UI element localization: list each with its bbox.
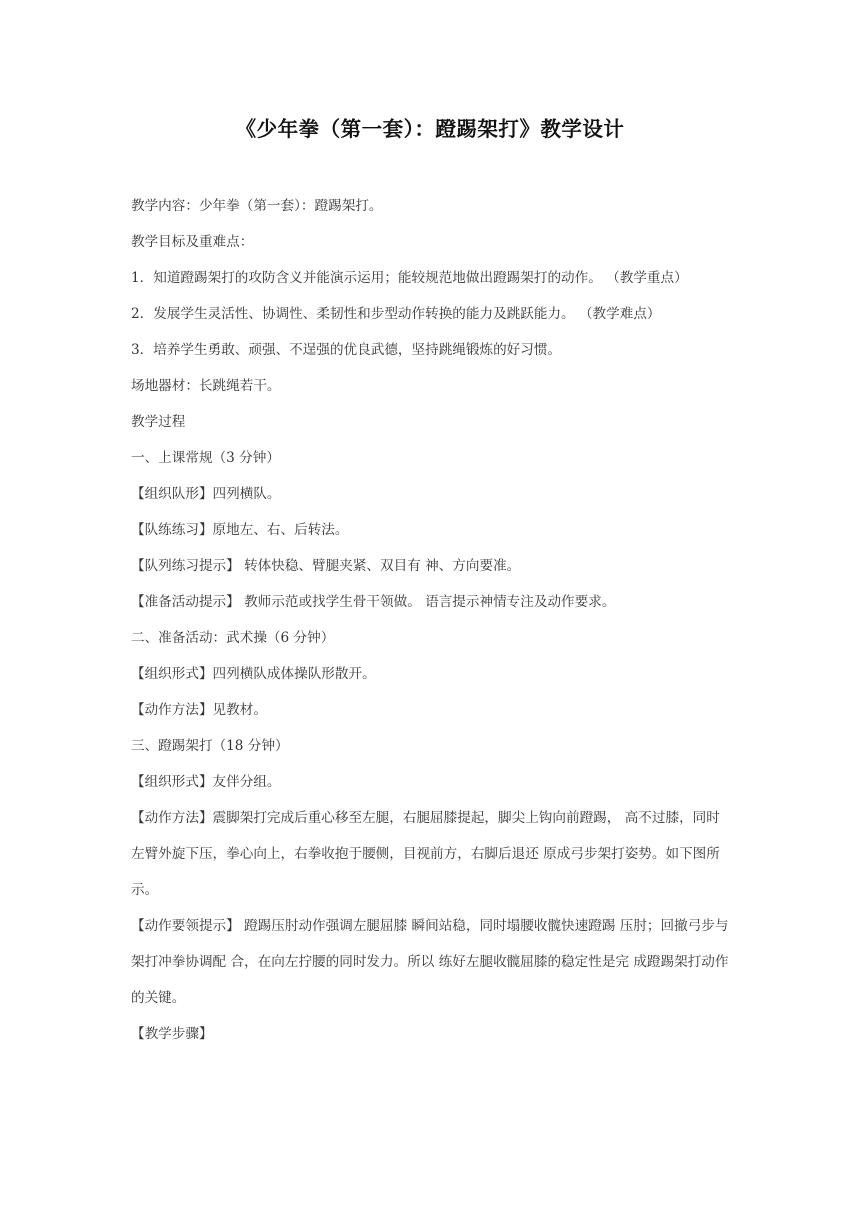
document-title: 《少年拳（第一套）：蹬踢架打》教学设计 <box>235 117 625 141</box>
paragraph-teaching-content: 教学内容：少年拳（第一套）：蹬踢架打。 <box>131 198 383 214</box>
paragraph-formation: 【组织队形】四列横队。 <box>131 486 281 502</box>
paragraph-process-heading: 教学过程 <box>131 414 186 430</box>
paragraph-goal-1: 1．知道蹬踢架打的攻防含义并能演示运用；能较规范地做出蹬踢架打的动作。 （教学重点） <box>131 270 688 286</box>
paragraph-section-3-heading: 三、蹬踢架打（18 分钟） <box>131 738 289 754</box>
paragraph-goal-2: 2．发展学生灵活性、协调性、柔韧性和步型动作转换的能力及跳跃能力。 （教学难点） <box>131 306 661 322</box>
paragraph-teaching-steps: 【教学步骤】 <box>131 1026 213 1042</box>
document-body <box>131 188 731 1052</box>
paragraph-section-2-heading: 二、准备活动：武术操（6 分钟） <box>131 630 335 646</box>
paragraph-method-2: 【动作方法】见教材。 <box>131 702 267 718</box>
paragraph-warmup-tips: 【准备活动提示】 教师示范或找学生骨干领做。 语言提示神情专注及动作要求。 <box>131 594 616 610</box>
paragraph-equipment: 场地器材：长跳绳若干。 <box>131 378 281 394</box>
paragraph-method-3: 【动作方法】震脚架打完成后重心移至左腿，右腿屈膝提起，脚尖上钩向前蹬踢， 高不过膝，同时左臂外旋下压，拳心向上，右拳收抱于腰侧，目视前方，右脚后退还 原成弓步架打姿势。如下图所示。 <box>131 810 720 898</box>
paragraph-goals-heading: 教学目标及重难点： <box>131 234 254 250</box>
paragraph-drill-tips: 【队列练习提示】 转体快稳、臂腿夹紧、双目有 神、方向要准。 <box>131 558 521 574</box>
paragraph-organization-3: 【组织形式】友伴分组。 <box>131 774 281 790</box>
paragraph-section-1-heading: 一、上课常规（3 分钟） <box>131 450 280 466</box>
paragraph-key-points: 【动作要领提示】 蹬踢压肘动作强调左腿屈膝 瞬间站稳，同时塌腰收髋快速蹬踢 压肘；回撤弓步与架打冲拳协调配 合，在向左拧腰的同时发力。所以 练好左腿收髋屈膝的稳定性是完 成蹬踢架打动作的关键。 <box>131 918 729 1006</box>
paragraph-organization-2: 【组织形式】四列横队成体操队形散开。 <box>131 666 376 682</box>
paragraph-drill: 【队练练习】原地左、右、后转法。 <box>131 522 349 538</box>
paragraph-goal-3: 3．培养学生勇敢、顽强、不逞强的优良武德，坚持跳绳锻炼的好习惯。 <box>131 342 562 358</box>
